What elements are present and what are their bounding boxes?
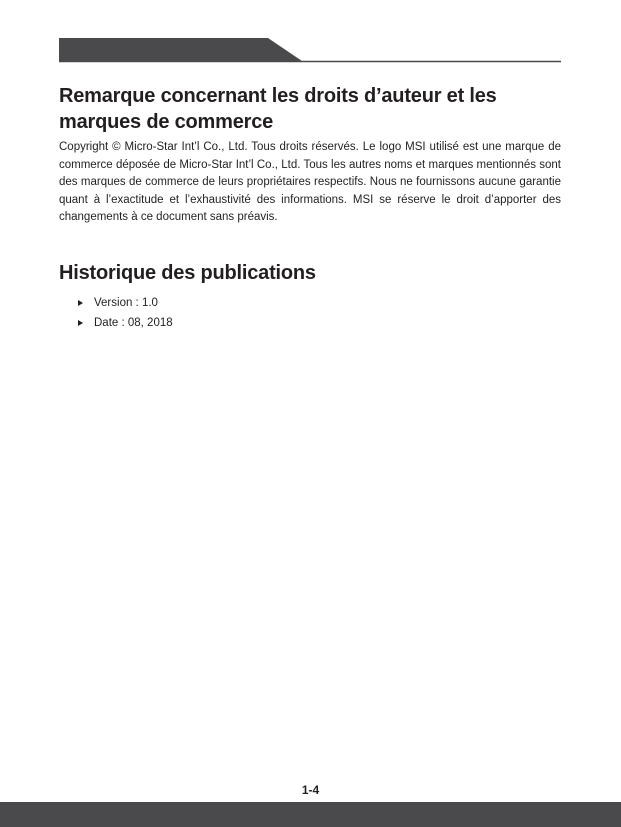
history-list bbox=[78, 293, 173, 333]
date-text: Date : 08, 2018 bbox=[94, 317, 173, 329]
footer-bar bbox=[0, 802, 621, 827]
copyright-paragraph: Copyright © Micro-Star Int’l Co., Ltd. Tous droits réservés. Le logo MSI utilisé est une marque de commerce déposée de Micro-Star Int’l Co., Ltd. Tous les autres noms et marques mentionnés sont des marques de commerce de leurs propriétaires respectifs. Nous ne fournissons aucune garantie quant à l’exactitude et l’exhaustivité des informations. MSI se réserve le droit d’apporter des changements à ce document sans préavis. bbox=[59, 141, 561, 224]
header-bar bbox=[59, 38, 561, 63]
version-text: Version : 1.0 bbox=[94, 297, 158, 309]
triangle-bullet-icon bbox=[78, 320, 83, 326]
section-title-copyright: Remarque concernant les droits d’auteur et les marques de commerce bbox=[59, 85, 497, 133]
header-tab-shape bbox=[59, 38, 561, 63]
list-item bbox=[78, 313, 173, 333]
list-item bbox=[78, 293, 173, 313]
section-title-history: Historique des publications bbox=[59, 262, 316, 284]
triangle-bullet-icon bbox=[78, 300, 83, 306]
page-number: 1-4 bbox=[301, 783, 320, 797]
